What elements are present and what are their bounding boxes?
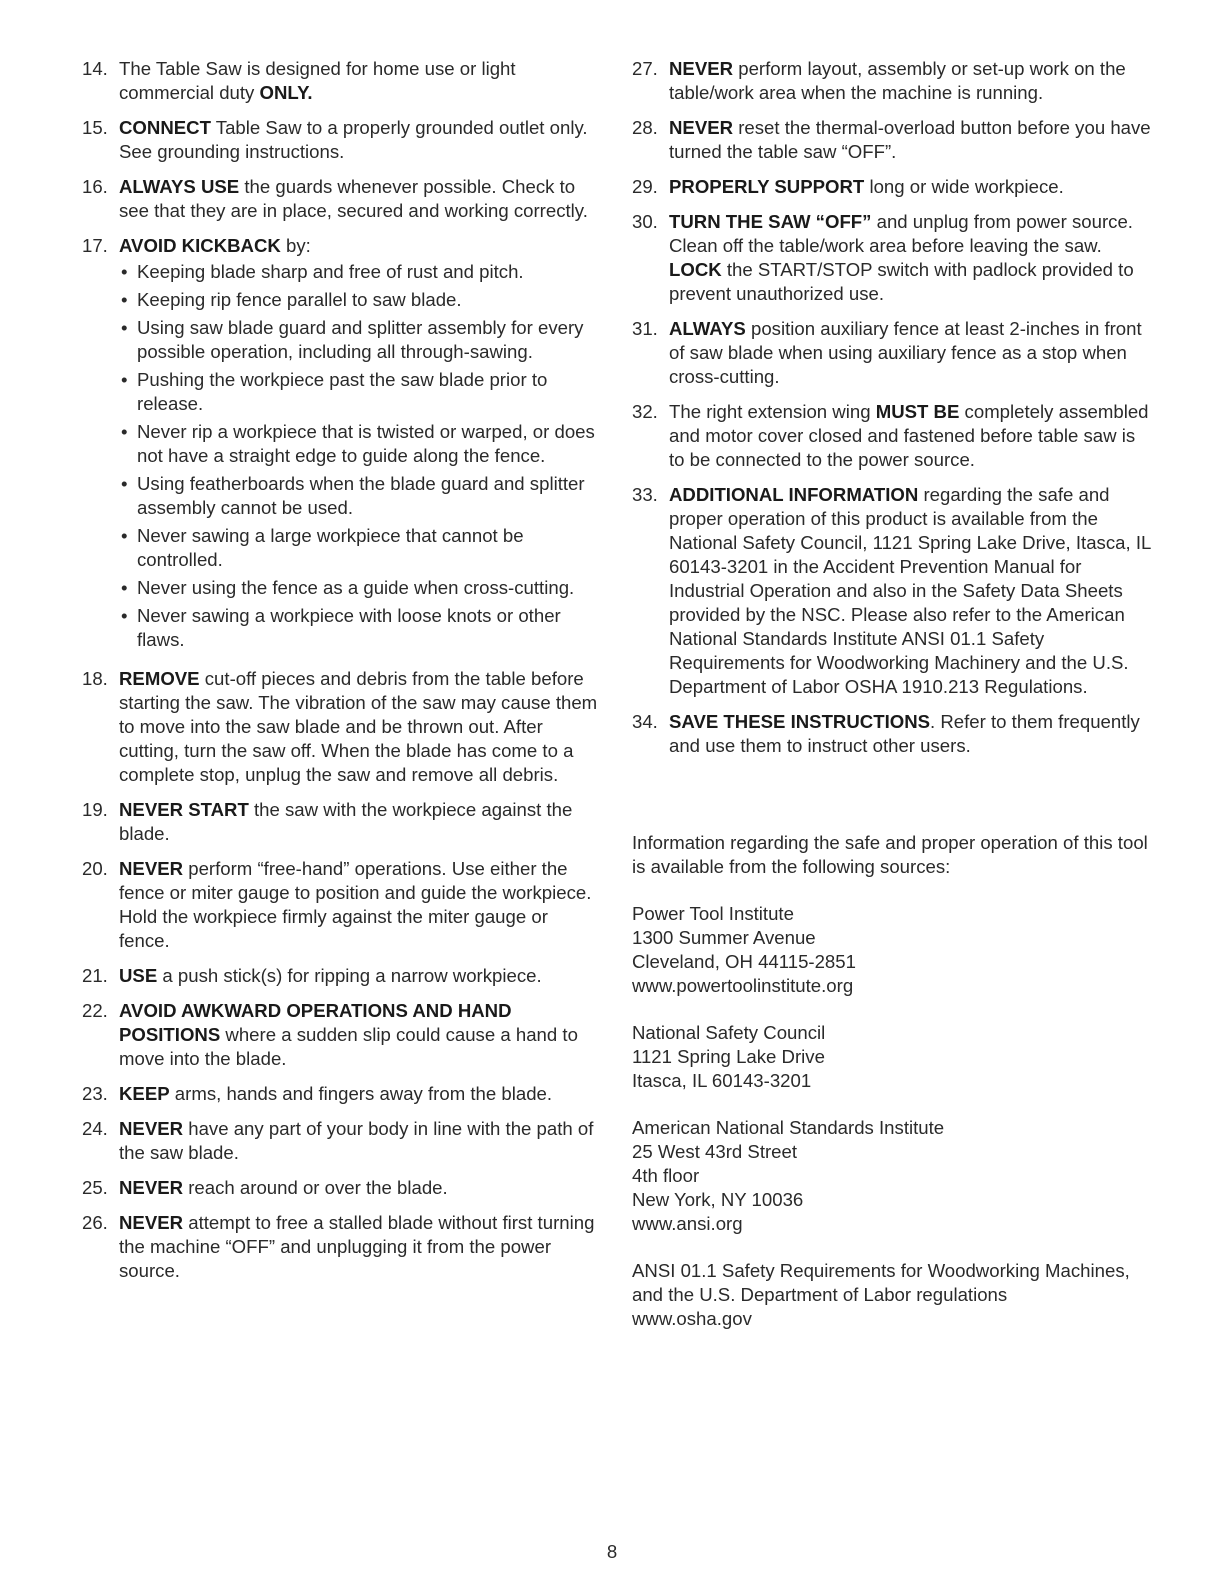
item-number: 28.	[632, 117, 658, 138]
source-line: American National Standards Institute	[632, 1117, 945, 1138]
source-line: Cleveland, OH 44115-2851	[632, 951, 856, 972]
list-item-16	[82, 175, 602, 223]
item-text: The Table Saw is designed for home use or light commercial duty	[119, 58, 516, 103]
item-body	[119, 798, 602, 846]
list-item-32	[632, 400, 1152, 472]
item-text: regarding the safe and proper operation of this product is available from the National Safety Council, 1121 Spring Lake Drive, Itasca, IL 60143-3201 in the Accident Prevention Manual for Industrial Operation and also in the Safety Data Sheets provided by the NSC. Please also refer to the American National Standards Institute ANSI 01.1 Safety Requirements for Woodworking Machinery and the U.S. Department of Labor OSHA 1910.213 Regulations.	[669, 484, 1151, 697]
item-number: 25.	[82, 1177, 108, 1198]
list-item-17	[82, 234, 602, 656]
source-line: 4th floor	[632, 1165, 700, 1186]
item-keyword: NEVER	[119, 858, 184, 879]
item-number: 32.	[632, 401, 658, 422]
item-keyword: NEVER START	[119, 799, 249, 820]
item-keyword: PROPERLY SUPPORT	[669, 176, 865, 197]
item-keyword: KEEP	[119, 1083, 170, 1104]
item-number: 17.	[82, 235, 108, 256]
item-number: 26.	[82, 1212, 108, 1233]
item-body	[119, 234, 602, 656]
source-line: 1300 Summer Avenue	[632, 927, 816, 948]
item-keyword: NEVER	[119, 1118, 184, 1139]
item-number: 34.	[632, 711, 658, 732]
list-item-22	[82, 999, 602, 1071]
item-keyword: TURN THE SAW “OFF”	[669, 211, 872, 232]
source-ansi	[632, 1116, 1152, 1236]
item-keyword: AVOID KICKBACK	[119, 235, 281, 256]
item-body	[669, 710, 1152, 758]
item-number: 20.	[82, 858, 108, 879]
source-power-tool-institute	[632, 902, 1152, 998]
item-body	[669, 317, 1152, 389]
item-number: 22.	[82, 1000, 108, 1021]
bullet-item: • Never sawing a workpiece with loose knots or other flaws.	[119, 604, 602, 652]
source-line: National Safety Council	[632, 1022, 826, 1043]
item-text: perform layout, assembly or set-up work on the table/work area when the machine is running.	[669, 58, 1126, 103]
bullet-item: • Using featherboards when the blade guard and splitter assembly cannot be used.	[119, 472, 602, 520]
item-text: the guards whenever possible. Check to see that they are in place, secured and working correctly.	[119, 176, 588, 221]
item-body	[119, 667, 602, 787]
item-body	[119, 964, 602, 988]
item-body	[119, 1176, 602, 1200]
item-keyword: ALWAYS USE	[119, 176, 240, 197]
item-number: 14.	[82, 58, 108, 79]
item-text: reset the thermal-overload button before you have turned the table saw “OFF”.	[669, 117, 1151, 162]
item-text: arms, hands and fingers away from the blade.	[169, 1083, 553, 1104]
source-url: www.ansi.org	[632, 1213, 743, 1234]
item-body	[669, 483, 1152, 699]
item-keyword: USE	[119, 965, 158, 986]
list-item-25	[82, 1176, 602, 1200]
item-body	[119, 175, 602, 223]
item-text-2: completely assembled and motor cover closed and fastened before table saw is to be connected to the power source.	[669, 401, 1149, 470]
item-body	[119, 999, 602, 1071]
source-national-safety-council	[632, 1021, 1152, 1093]
item-number: 24.	[82, 1118, 108, 1139]
item-number: 19.	[82, 799, 108, 820]
list-item-30	[632, 210, 1152, 306]
item-text: The right extension wing	[669, 401, 876, 422]
bullet-item: • Keeping rip fence parallel to saw blade.	[119, 288, 602, 312]
item-text: position auxiliary fence at least 2-inches in front of saw blade when using auxiliary fence as a stop when cross-cutting.	[669, 318, 1142, 387]
source-line: New York, NY 10036	[632, 1189, 804, 1210]
source-url: www.powertoolinstitute.org	[632, 975, 854, 996]
item-number: 21.	[82, 965, 108, 986]
item-number: 27.	[632, 58, 658, 79]
item-text: perform “free-hand” operations. Use either the fence or miter gauge to position and guide the workpiece. Hold the workpiece firmly against the miter gauge or fence.	[119, 858, 592, 951]
list-item-33	[632, 483, 1152, 699]
bullet-item: • Using saw blade guard and splitter assembly for every possible operation, including all through-sawing.	[119, 316, 602, 364]
bullet-item: • Keeping blade sharp and free of rust and pitch.	[119, 260, 602, 284]
bullet-item: • Never using the fence as a guide when cross-cutting.	[119, 576, 602, 600]
list-item-29	[632, 175, 1152, 199]
item-number: 15.	[82, 117, 108, 138]
item-text: . Refer to them frequently and use them to instruct other users.	[669, 711, 1140, 756]
item-keyword: NEVER	[669, 58, 734, 79]
item-body	[119, 116, 602, 164]
item-text: Table Saw to a properly grounded outlet only. See grounding instructions.	[119, 117, 588, 162]
item-keyword: SAVE THESE INSTRUCTIONS	[669, 711, 931, 732]
bullet-item: • Never sawing a large workpiece that cannot be controlled.	[119, 524, 602, 572]
item-keyword: NEVER	[669, 117, 734, 138]
list-item-21	[82, 964, 602, 988]
item-keyword: NEVER	[119, 1177, 184, 1198]
list-item-31	[632, 317, 1152, 389]
item-number: 31.	[632, 318, 658, 339]
item-keyword: ADDITIONAL INFORMATION	[669, 484, 919, 505]
kickback-bullet-list	[119, 260, 602, 652]
item-body	[669, 210, 1152, 306]
source-osha	[632, 1259, 1152, 1331]
source-line: 1121 Spring Lake Drive	[632, 1046, 825, 1067]
item-body	[119, 1082, 602, 1106]
item-body	[669, 175, 1152, 199]
item-text-2: the START/STOP switch with padlock provided to prevent unauthorized use.	[669, 259, 1134, 304]
item-keyword: NEVER	[119, 1212, 184, 1233]
item-text: and unplug from power source. Clean off the table/work area before leaving the saw.	[669, 211, 1133, 256]
source-line: Power Tool Institute	[632, 903, 794, 924]
item-keyword: CONNECT	[119, 117, 211, 138]
item-text: have any part of your body in line with the path of the saw blade.	[119, 1118, 594, 1163]
item-text: the saw with the workpiece against the blade.	[119, 799, 573, 844]
item-body	[119, 1117, 602, 1165]
item-text: where a sudden slip could cause a hand to move into the blade.	[119, 1024, 578, 1069]
list-item-34	[632, 710, 1152, 758]
list-item-28	[632, 116, 1152, 164]
item-body	[119, 1211, 602, 1283]
item-text: cut-off pieces and debris from the table before starting the saw. The vibration of the saw may cause them to move into the saw blade and be thrown out. After cutting, turn the saw off. When the blade has come to a complete stop, unplug the saw and remove all debris.	[119, 668, 598, 785]
bullet-item: • Never rip a workpiece that is twisted or warped, or does not have a straight edge to guide along the fence.	[119, 420, 602, 468]
list-item-18	[82, 667, 602, 787]
item-text: attempt to free a stalled blade without first turning the machine “OFF” and unplugging it from the power source.	[119, 1212, 595, 1281]
item-keyword: ONLY.	[259, 82, 313, 103]
item-keyword: REMOVE	[119, 668, 200, 689]
list-item-19	[82, 798, 602, 846]
list-item-20	[82, 857, 602, 953]
list-item-14	[82, 57, 602, 105]
list-item-27	[632, 57, 1152, 105]
list-item-15	[82, 116, 602, 164]
item-keyword-2: MUST BE	[875, 401, 960, 422]
item-keyword: AVOID AWKWARD OPERATIONS AND HAND POSITIONS	[119, 1000, 512, 1045]
list-item-23	[82, 1082, 602, 1106]
item-number: 33.	[632, 484, 658, 505]
item-body	[669, 57, 1152, 105]
item-text: by:	[280, 235, 311, 256]
list-item-26	[82, 1211, 602, 1283]
item-text: reach around or over the blade.	[183, 1177, 448, 1198]
info-intro: Information regarding the safe and proper operation of this tool is available from the following sources:	[632, 832, 1148, 877]
item-number: 18.	[82, 668, 108, 689]
source-line: Itasca, IL 60143-3201	[632, 1070, 812, 1091]
item-body	[669, 116, 1152, 164]
item-keyword-2: LOCK	[669, 259, 722, 280]
source-line: 25 West 43rd Street	[632, 1141, 798, 1162]
source-line: ANSI 01.1 Safety Requirements for Woodworking Machines, and the U.S. Department of Labor regulations	[632, 1260, 1130, 1305]
page-number: 8	[606, 1541, 618, 1562]
item-body	[669, 400, 1152, 472]
item-keyword: ALWAYS	[669, 318, 746, 339]
bullet-item: • Pushing the workpiece past the saw blade prior to release.	[119, 368, 602, 416]
item-body	[119, 857, 602, 953]
item-number: 29.	[632, 176, 658, 197]
item-body	[119, 57, 602, 105]
source-url: www.osha.gov	[632, 1308, 752, 1329]
right-column	[632, 57, 1152, 1354]
item-number: 30.	[632, 211, 658, 232]
item-number: 16.	[82, 176, 108, 197]
list-item-24	[82, 1117, 602, 1165]
item-text: a push stick(s) for ripping a narrow workpiece.	[157, 965, 542, 986]
item-text: long or wide workpiece.	[864, 176, 1064, 197]
item-number: 23.	[82, 1083, 108, 1104]
left-column	[82, 57, 602, 1294]
